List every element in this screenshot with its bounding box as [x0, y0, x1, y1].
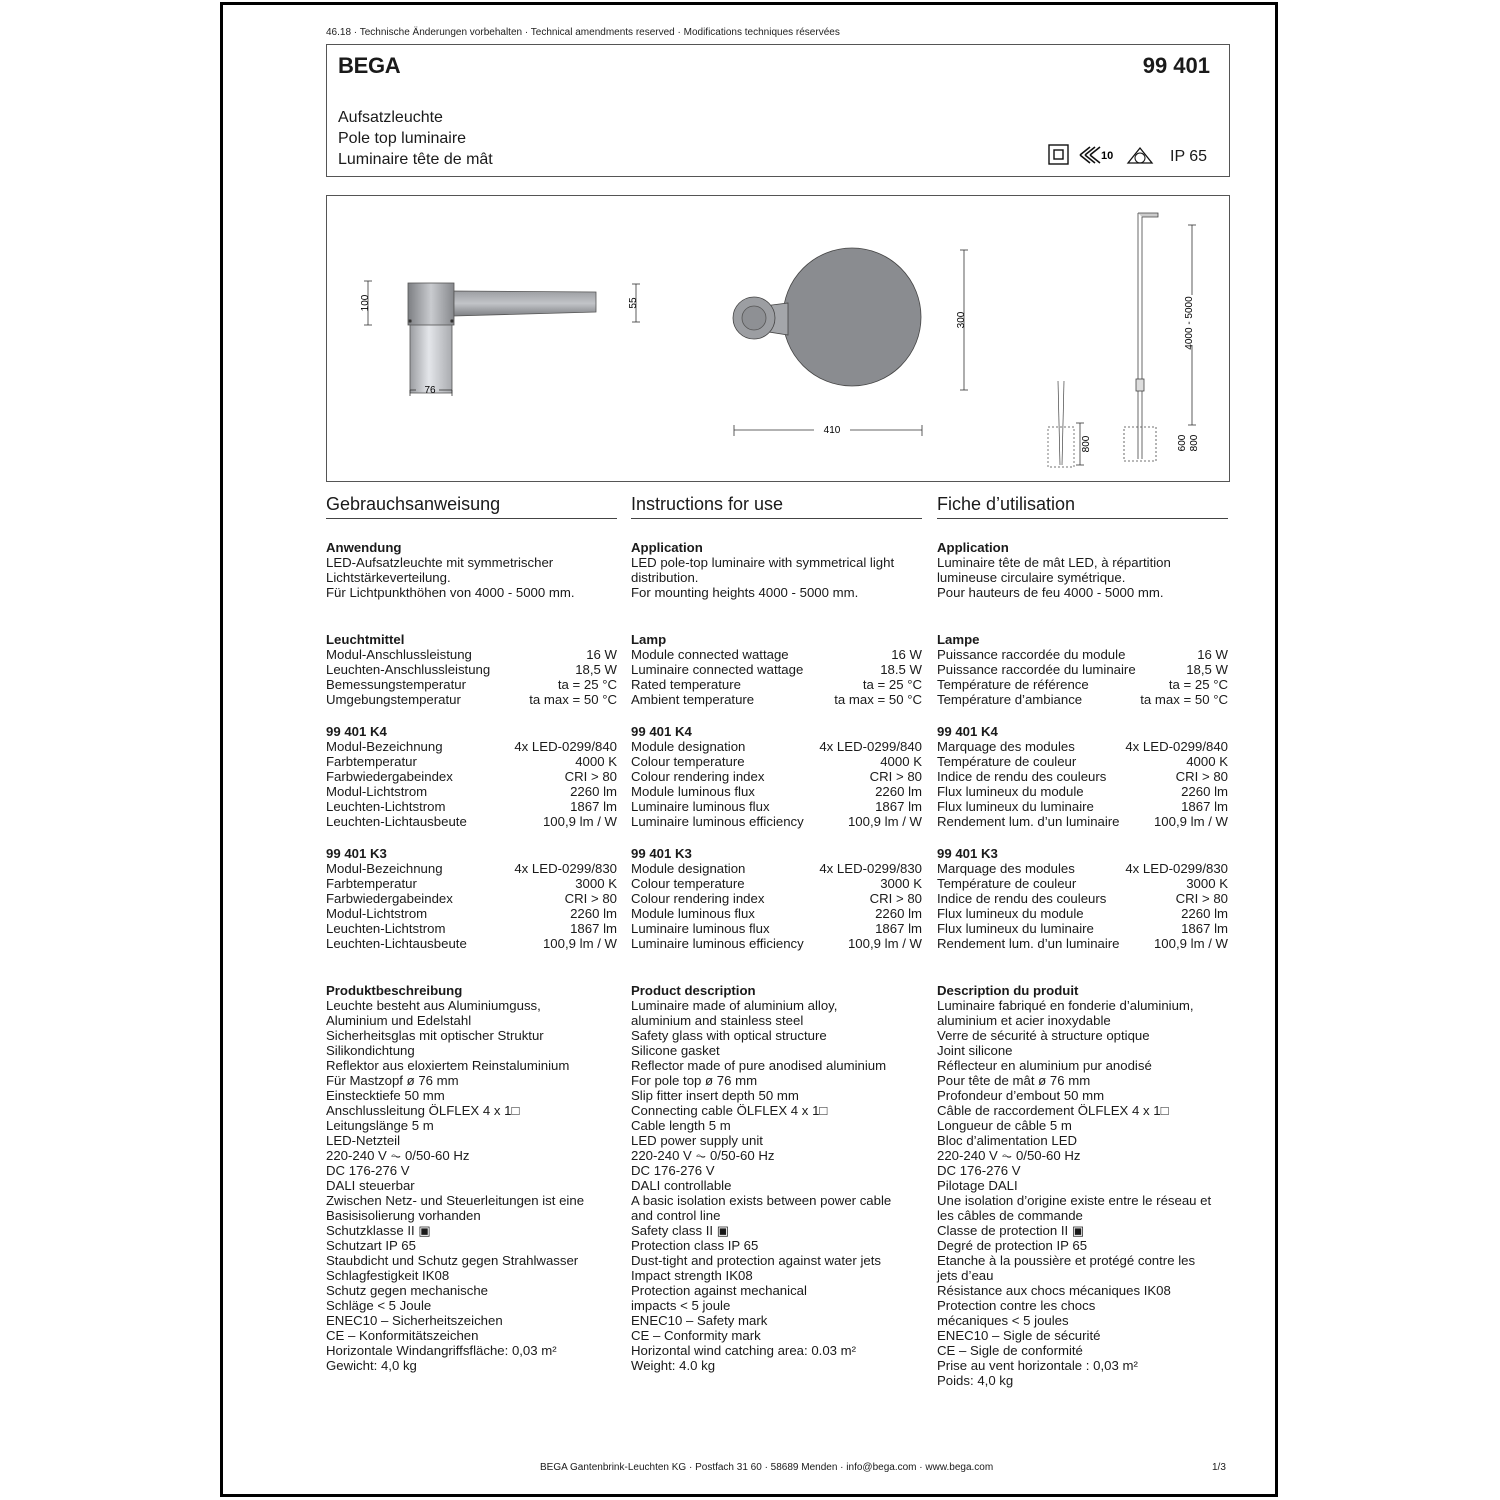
spec-label: Module luminous flux — [631, 784, 755, 799]
spec-value: 2260 lm — [875, 784, 922, 799]
spec-value: 18,5 W — [1186, 662, 1228, 677]
description-line: Bloc d’alimentation LED — [937, 1133, 1078, 1148]
description-line: Luminaire fabriqué en fonderie d’aluminium, — [937, 998, 1194, 1013]
description-line: Gewicht: 4,0 kg — [326, 1358, 417, 1373]
spec-row — [631, 662, 922, 677]
spec-value: 100,9 lm / W — [1153, 814, 1228, 829]
description-line: LED-Netzteil — [326, 1133, 401, 1148]
spec-label: Modul-Bezeichnung — [326, 739, 443, 754]
spec-label: Ambient temperature — [631, 692, 755, 707]
spec-value: 3000 K — [1186, 876, 1228, 891]
description-line: Poids: 4,0 kg — [937, 1373, 1014, 1388]
top-view — [733, 248, 921, 386]
application-section — [937, 540, 1228, 600]
lamp-section — [937, 632, 1228, 707]
k4-section — [631, 724, 922, 829]
spec-label: Rendement lum. d’un luminaire — [937, 814, 1120, 829]
column-fr — [937, 493, 1228, 1420]
dim-height-side: 100 — [360, 294, 371, 312]
description-line: Pour tête de mât ø 76 mm — [937, 1073, 1091, 1088]
description-section — [326, 983, 617, 1373]
spec-label: Colour rendering index — [631, 891, 765, 906]
spec-value: ta = 25 °C — [862, 677, 922, 692]
spec-label: Flux lumineux du luminaire — [937, 799, 1094, 814]
spec-row — [326, 936, 617, 951]
text-line: distribution. — [631, 570, 699, 585]
spec-value: 2260 lm — [570, 906, 617, 921]
description-line: Protection class IP 65 — [631, 1238, 759, 1253]
spec-label: Farbwiedergabeindex — [326, 891, 453, 906]
spec-label: Farbtemperatur — [326, 876, 417, 891]
text-line: Luminaire tête de mât LED, à répartition — [937, 555, 1171, 570]
description-line: Leuchte besteht aus Aluminiumguss, — [326, 998, 541, 1013]
page-number: 1/3 — [1212, 1462, 1226, 1473]
spec-value: 4x LED-0299/830 — [819, 861, 922, 876]
de-mark-icon — [1128, 148, 1152, 163]
spec-row — [631, 861, 922, 876]
description-line: Schutz gegen mechanische — [326, 1283, 489, 1298]
section-title: Product description — [631, 983, 756, 998]
spec-value: 100,9 lm / W — [542, 936, 617, 951]
spec-row — [326, 739, 617, 754]
dim-head-height: 55 — [628, 297, 639, 309]
spec-row — [631, 784, 922, 799]
description-line: les câbles de commande — [937, 1208, 1083, 1223]
spec-row — [631, 814, 922, 829]
description-line: DC 176-276 V — [326, 1163, 410, 1178]
spec-row — [326, 906, 617, 921]
spec-row — [937, 861, 1228, 876]
spec-label: Puissance raccordée du module — [937, 647, 1126, 662]
spec-value: CRI > 80 — [869, 891, 922, 906]
description-line: Profondeur d’embout 50 mm — [937, 1088, 1105, 1103]
description-line: Prise au vent horizontale : 0,03 m² — [937, 1358, 1138, 1373]
spec-label: Luminaire luminous efficiency — [631, 936, 804, 951]
description-line: Leitungslänge 5 m — [326, 1118, 434, 1133]
section-title: 99 401 K3 — [631, 846, 692, 861]
spec-row — [326, 814, 617, 829]
brand-logo: BEGA — [338, 53, 401, 78]
description-line: Impact strength IK08 — [631, 1268, 753, 1283]
spec-value: 4000 K — [575, 754, 617, 769]
spec-row — [326, 876, 617, 891]
description-line: Connecting cable ÖLFLEX 4 x 1□ — [631, 1103, 828, 1118]
spec-row — [937, 692, 1228, 707]
title-en: Pole top luminaire — [338, 130, 467, 147]
description-line: Horizontal wind catching area: 0.03 m² — [631, 1343, 857, 1358]
spec-value: 3000 K — [880, 876, 922, 891]
spec-value: 4x LED-0299/840 — [514, 739, 617, 754]
text-line: lumineuse circulaire symétrique. — [937, 570, 1126, 585]
description-line: Etanche à la poussière et protégé contre les — [937, 1253, 1196, 1268]
spec-label: Indice de rendu des couleurs — [937, 769, 1107, 784]
spec-row — [937, 936, 1228, 951]
description-line: Luminaire made of aluminium alloy, — [631, 998, 838, 1013]
spec-value: 2260 lm — [875, 906, 922, 921]
section-title: Leuchtmittel — [326, 632, 405, 647]
spec-value: 100,9 lm / W — [847, 936, 922, 951]
description-line: Weight: 4.0 kg — [631, 1358, 716, 1373]
description-line: aluminium et acier inoxydable — [937, 1013, 1111, 1028]
side-view — [408, 283, 596, 393]
spec-row — [326, 769, 617, 784]
description-line: Anschlussleitung ÖLFLEX 4 x 1□ — [326, 1103, 520, 1118]
spec-label: Farbwiedergabeindex — [326, 769, 453, 784]
description-line: CE – Conformity mark — [631, 1328, 761, 1343]
dim-foundation-2: 800 — [1189, 434, 1200, 452]
dim-diameter: 76 — [424, 385, 436, 396]
application-section — [326, 540, 617, 600]
dim-head-diameter: 300 — [956, 311, 967, 329]
description-section — [937, 983, 1228, 1388]
spec-value: CRI > 80 — [564, 769, 617, 784]
revision-note: 46.18 · Technische Änderungen vorbehalten · Technical amendments reserved · Modifications techniques réservées — [326, 27, 840, 38]
spec-row — [326, 861, 617, 876]
description-line: aluminium and stainless steel — [631, 1013, 804, 1028]
section-title: 99 401 K4 — [937, 724, 998, 739]
product-titles — [338, 107, 493, 170]
title-de: Aufsatzleuchte — [338, 109, 443, 126]
spec-label: Marquage des modules — [937, 861, 1075, 876]
description-lines — [631, 998, 922, 1373]
description-line: impacts < 5 joule — [631, 1298, 731, 1313]
dim-length: 410 — [823, 425, 841, 436]
spec-label: Colour temperature — [631, 754, 745, 769]
description-line: Silikondichtung — [326, 1043, 415, 1058]
ip-rating: IP 65 — [1170, 148, 1208, 165]
spec-row — [937, 662, 1228, 677]
spec-row — [631, 921, 922, 936]
spec-row — [937, 769, 1228, 784]
spec-value: ta = 25 °C — [1168, 677, 1228, 692]
article-number: 99 401 — [1142, 53, 1210, 78]
spec-value: 2260 lm — [570, 784, 617, 799]
spec-label: Module connected wattage — [631, 647, 789, 662]
spec-value: ta max = 50 °C — [1140, 692, 1228, 707]
lamp-section — [326, 632, 617, 707]
spec-value: CRI > 80 — [1175, 769, 1228, 784]
spec-label: Module designation — [631, 861, 746, 876]
description-line: Silicone gasket — [631, 1043, 720, 1058]
spec-value: 100,9 lm / W — [847, 814, 922, 829]
spec-value: 1867 lm — [1181, 799, 1228, 814]
spec-label: Luminaire connected wattage — [631, 662, 804, 677]
spec-value: 1867 lm — [875, 921, 922, 936]
description-line: Protection against mechanical — [631, 1283, 807, 1298]
spec-value: CRI > 80 — [564, 891, 617, 906]
dim-anchor-depth: 800 — [1081, 435, 1092, 453]
spec-row — [937, 739, 1228, 754]
spec-value: ta max = 50 °C — [834, 692, 922, 707]
spec-row — [937, 784, 1228, 799]
description-line: DC 176-276 V — [631, 1163, 715, 1178]
spec-label: Module luminous flux — [631, 906, 755, 921]
spec-row — [631, 692, 922, 707]
description-line: Safety class II ▣ — [631, 1223, 730, 1238]
description-line: LED power supply unit — [631, 1133, 763, 1148]
spec-row — [631, 936, 922, 951]
spec-label: Leuchten-Lichtstrom — [326, 799, 446, 814]
spec-value: 16 W — [1197, 647, 1228, 662]
column-heading: Fiche d’utilisation — [937, 493, 1228, 519]
section-title: Anwendung — [326, 540, 402, 555]
title-fr: Luminaire tête de mât — [338, 151, 493, 168]
spec-row — [631, 799, 922, 814]
text-line: Pour hauteurs de feu 4000 - 5000 mm. — [937, 585, 1164, 600]
spec-row — [631, 754, 922, 769]
spec-label: Marquage des modules — [937, 739, 1075, 754]
spec-label: Colour rendering index — [631, 769, 765, 784]
description-line: Safety glass with optical structure — [631, 1028, 827, 1043]
spec-value: 4x LED-0299/830 — [1125, 861, 1228, 876]
spec-label: Température d’ambiance — [937, 692, 1083, 707]
description-line: Verre de sécurité à structure optique — [937, 1028, 1150, 1043]
spec-label: Rated temperature — [631, 677, 741, 692]
description-line: mécaniques < 5 joules — [937, 1313, 1069, 1328]
description-line: Sicherheitsglas mit optischer Struktur — [326, 1028, 544, 1043]
spec-label: Luminaire luminous flux — [631, 921, 770, 936]
spec-value: 1867 lm — [1181, 921, 1228, 936]
application-section — [631, 540, 922, 600]
spec-value: 16 W — [586, 647, 617, 662]
spec-value: 1867 lm — [570, 921, 617, 936]
spec-value: CRI > 80 — [1175, 891, 1228, 906]
certification-icons — [1048, 143, 1168, 167]
dim-lines — [364, 225, 1196, 465]
spec-value: 18.5 W — [880, 662, 922, 677]
spec-row — [326, 754, 617, 769]
description-line: Für Mastzopf ø 76 mm — [326, 1073, 459, 1088]
description-line: and control line — [631, 1208, 721, 1223]
description-line: 220-240 V ⏦ 0/50-60 Hz — [326, 1148, 470, 1163]
description-line: 220-240 V ⏦ 0/50-60 Hz — [937, 1148, 1081, 1163]
spec-row — [937, 921, 1228, 936]
description-line: CE – Sigle de conformité — [937, 1343, 1083, 1358]
spec-value: 3000 K — [575, 876, 617, 891]
spec-value: ta = 25 °C — [557, 677, 617, 692]
spec-label: Luminaire luminous flux — [631, 799, 770, 814]
spec-label: Modul-Anschlussleistung — [326, 647, 472, 662]
section-title: Application — [631, 540, 703, 555]
description-line: Schutzart IP 65 — [326, 1238, 416, 1253]
description-line: Longueur de câble 5 m — [937, 1118, 1072, 1133]
spec-label: Farbtemperatur — [326, 754, 417, 769]
spec-label: Leuchten-Lichtausbeute — [326, 814, 467, 829]
spec-row — [326, 891, 617, 906]
spec-row — [631, 876, 922, 891]
spec-label: Température de couleur — [937, 876, 1077, 891]
spec-row — [937, 876, 1228, 891]
spec-label: Bemessungstemperatur — [326, 677, 467, 692]
description-lines — [937, 998, 1228, 1388]
spec-value: 100,9 lm / W — [1153, 936, 1228, 951]
spec-row — [326, 647, 617, 662]
spec-label: Flux lumineux du module — [937, 784, 1084, 799]
protection-class-ii-icon — [1049, 145, 1068, 164]
description-line: Câble de raccordement ÖLFLEX 4 x 1□ — [937, 1103, 1169, 1118]
description-line: Basisisolierung vorhanden — [326, 1208, 481, 1223]
description-line: A basic isolation exists between power cable — [631, 1193, 892, 1208]
spec-label: Luminaire luminous efficiency — [631, 814, 804, 829]
description-line: Schläge < 5 Joule — [326, 1298, 432, 1313]
spec-row — [326, 799, 617, 814]
description-line: Joint silicone — [937, 1043, 1013, 1058]
section-title: 99 401 K3 — [937, 846, 998, 861]
column-de — [326, 493, 617, 1405]
spec-value: 1867 lm — [570, 799, 617, 814]
description-line: Résistance aux chocs mécaniques IK08 — [937, 1283, 1171, 1298]
spec-row — [937, 906, 1228, 921]
enec-icon — [1080, 147, 1113, 163]
spec-row — [937, 754, 1228, 769]
spec-label: Umgebungstemperatur — [326, 692, 461, 707]
spec-row — [326, 692, 617, 707]
description-line: Protection contre les chocs — [937, 1298, 1096, 1313]
description-line: ENEC10 – Sigle de sécurité — [937, 1328, 1101, 1343]
spec-value: ta max = 50 °C — [529, 692, 617, 707]
dim-foundation-1: 600 — [1177, 434, 1188, 452]
description-line: Classe de protection II ▣ — [937, 1223, 1085, 1238]
spec-row — [631, 647, 922, 662]
spec-row — [937, 647, 1228, 662]
footer-company: BEGA Gantenbrink-Leuchten KG · Postfach 31 60 · 58689 Menden · info@bega.com · www.bega.com — [540, 1462, 994, 1473]
text-line: For mounting heights 4000 - 5000 mm. — [631, 585, 859, 600]
section-title: 99 401 K3 — [326, 846, 387, 861]
description-line: For pole top ø 76 mm — [631, 1073, 758, 1088]
section-title: Application — [937, 540, 1009, 555]
spec-value: 4x LED-0299/840 — [819, 739, 922, 754]
spec-value: 4x LED-0299/830 — [514, 861, 617, 876]
section-title: Lamp — [631, 632, 667, 647]
section-title: 99 401 K4 — [326, 724, 387, 739]
description-lines — [326, 998, 617, 1373]
spec-label: Leuchten-Anschlussleistung — [326, 662, 491, 677]
spec-label: Leuchten-Lichtausbeute — [326, 936, 467, 951]
spec-row — [937, 814, 1228, 829]
pole-view — [1124, 213, 1158, 461]
spec-row — [631, 891, 922, 906]
section-title: Description du produit — [937, 983, 1079, 998]
spec-label: Modul-Bezeichnung — [326, 861, 443, 876]
text-line: Für Lichtpunkthöhen von 4000 - 5000 mm. — [326, 585, 575, 600]
description-line: Horizontale Windangriffsfläche: 0,03 m² — [326, 1343, 557, 1358]
lamp-section — [631, 632, 922, 707]
spec-row — [937, 799, 1228, 814]
text-line: LED pole-top luminaire with symmetrical light — [631, 555, 895, 570]
spec-row — [326, 921, 617, 936]
description-line: Réflecteur en aluminium pur anodisé — [937, 1058, 1152, 1073]
spec-value: 1867 lm — [875, 799, 922, 814]
text-line: LED-Aufsatzleuchte mit symmetrischer — [326, 555, 554, 570]
spec-label: Température de référence — [937, 677, 1089, 692]
k3-section — [326, 846, 617, 951]
description-line: Cable length 5 m — [631, 1118, 731, 1133]
spec-label: Puissance raccordée du luminaire — [937, 662, 1136, 677]
k4-section — [326, 724, 617, 829]
description-line: DALI steuerbar — [326, 1178, 415, 1193]
spec-value: 4000 K — [880, 754, 922, 769]
spec-label: Colour temperature — [631, 876, 745, 891]
column-en — [631, 493, 922, 1405]
description-line: Zwischen Netz- und Steuerleitungen ist eine — [326, 1193, 585, 1208]
dim-mount-height: 4000 - 5000 — [1184, 296, 1195, 350]
description-line: Degré de protection IP 65 — [937, 1238, 1088, 1253]
description-line: Einstecktiefe 50 mm — [326, 1088, 445, 1103]
dimension-drawing — [326, 195, 1230, 482]
section-title: Lampe — [937, 632, 980, 647]
column-heading: Instructions for use — [631, 493, 922, 519]
description-line: CE – Konformitätszeichen — [326, 1328, 479, 1343]
spec-value: 2260 lm — [1181, 784, 1228, 799]
enec-number: 10 — [1101, 150, 1114, 162]
description-line: Schutzklasse II ▣ — [326, 1223, 431, 1238]
ground-anchor — [1048, 381, 1074, 467]
section-title: 99 401 K4 — [631, 724, 692, 739]
spec-row — [631, 769, 922, 784]
spec-label: Température de couleur — [937, 754, 1077, 769]
description-section — [631, 983, 922, 1373]
spec-label: Indice de rendu des couleurs — [937, 891, 1107, 906]
description-line: Reflector made of pure anodised aluminium — [631, 1058, 887, 1073]
spec-label: Rendement lum. d’un luminaire — [937, 936, 1120, 951]
description-line: Dust-tight and protection against water jets — [631, 1253, 881, 1268]
spec-value: 4x LED-0299/840 — [1125, 739, 1228, 754]
k4-section — [937, 724, 1228, 829]
spec-row — [326, 677, 617, 692]
spec-value: 16 W — [891, 647, 922, 662]
description-line: Schlagfestigkeit IK08 — [326, 1268, 450, 1283]
spec-row — [326, 662, 617, 677]
spec-value: 18,5 W — [575, 662, 617, 677]
description-line: DALI controllable — [631, 1178, 732, 1193]
description-line: ENEC10 – Safety mark — [631, 1313, 768, 1328]
spec-row — [631, 906, 922, 921]
spec-row — [631, 677, 922, 692]
spec-label: Flux lumineux du luminaire — [937, 921, 1094, 936]
spec-value: 2260 lm — [1181, 906, 1228, 921]
spec-row — [326, 784, 617, 799]
description-line: jets d’eau — [937, 1268, 994, 1283]
spec-value: 4000 K — [1186, 754, 1228, 769]
spec-row — [937, 677, 1228, 692]
description-line: Pilotage DALI — [937, 1178, 1018, 1193]
spec-label: Modul-Lichtstrom — [326, 784, 428, 799]
spec-row — [631, 739, 922, 754]
description-line: Une isolation d’origine existe entre le réseau et — [937, 1193, 1212, 1208]
description-line: Slip fitter insert depth 50 mm — [631, 1088, 799, 1103]
spec-value: CRI > 80 — [869, 769, 922, 784]
k3-section — [937, 846, 1228, 951]
description-line: DC 176-276 V — [937, 1163, 1021, 1178]
description-line: ENEC10 – Sicherheitszeichen — [326, 1313, 503, 1328]
k3-section — [631, 846, 922, 951]
description-line: Reflektor aus eloxiertem Reinstaluminium — [326, 1058, 570, 1073]
spec-label: Modul-Lichtstrom — [326, 906, 428, 921]
spec-label: Module designation — [631, 739, 746, 754]
text-line: Lichtstärkeverteilung. — [326, 570, 451, 585]
spec-label: Leuchten-Lichtstrom — [326, 921, 446, 936]
description-line: Staubdicht und Schutz gegen Strahlwasser — [326, 1253, 579, 1268]
spec-label: Flux lumineux du module — [937, 906, 1084, 921]
section-title: Produktbeschreibung — [326, 983, 463, 998]
spec-row — [937, 891, 1228, 906]
description-line: 220-240 V ⏦ 0/50-60 Hz — [631, 1148, 775, 1163]
spec-value: 100,9 lm / W — [542, 814, 617, 829]
description-line: Aluminium und Edelstahl — [326, 1013, 472, 1028]
column-heading: Gebrauchsanweisung — [326, 493, 617, 519]
